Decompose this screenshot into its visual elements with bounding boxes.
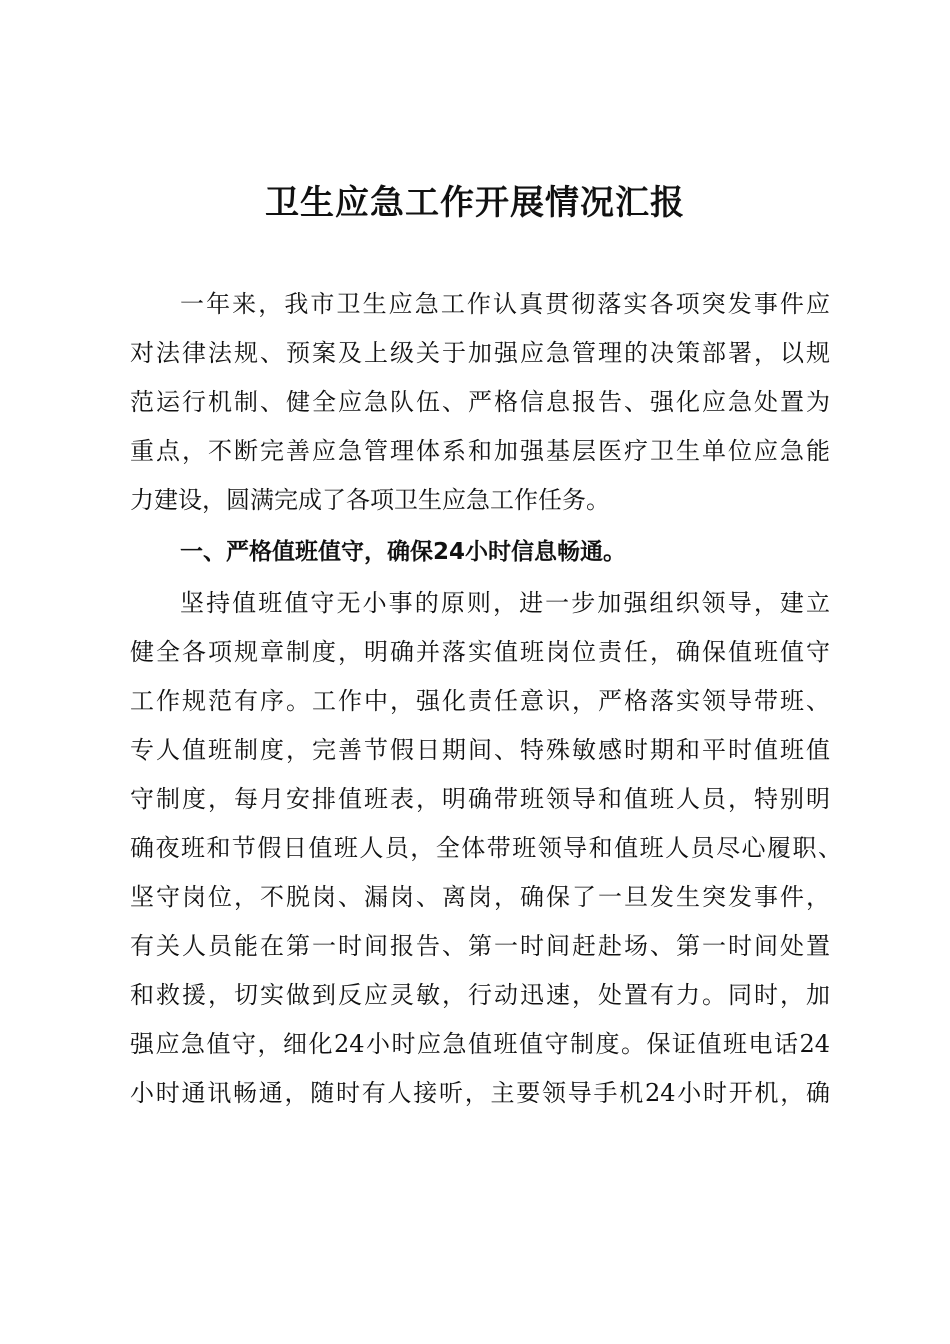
document-title: 卫生应急工作开展情况汇报 [265, 183, 685, 223]
body-line: 专人值班制度，完善节假日期间、特殊敏感时期和平时值班值 [130, 736, 830, 764]
body-line: 确夜班和节假日值班人员，全体带班领导和值班人员尽心履职、 [130, 834, 842, 862]
body-line: 强应急值守，细化24小时应急值班值守制度。保证值班电话24 [130, 1030, 830, 1058]
intro-line: 一年来，我市卫生应急工作认真贯彻落实各项突发事件应 [180, 290, 830, 318]
body-line: 坚守岗位，不脱岗、漏岗、离岗，确保了一旦发生突发事件， [130, 883, 830, 911]
intro-line: 力建设，圆满完成了各项卫生应急工作任务。 [130, 486, 610, 514]
intro-line: 对法律法规、预案及上级关于加强应急管理的决策部署，以规 [130, 339, 830, 367]
body-line: 工作规范有序。工作中，强化责任意识，严格落实领导带班、 [130, 687, 830, 715]
body-line: 和救援，切实做到反应灵敏，行动迅速，处置有力。同时，加 [130, 981, 830, 1009]
body-line: 健全各项规章制度，明确并落实值班岗位责任，确保值班值守 [130, 638, 830, 666]
intro-line: 范运行机制、健全应急队伍、严格信息报告、强化应急处置为 [130, 388, 830, 416]
body-line: 守制度，每月安排值班表，明确带班领导和值班人员，特别明 [130, 785, 830, 813]
body-line: 坚持值班值守无小事的原则，进一步加强组织领导，建立 [180, 589, 830, 617]
section-heading: 一、严格值班值守，确保24小时信息畅通。 [180, 539, 627, 565]
intro-line: 重点，不断完善应急管理体系和加强基层医疗卫生单位应急能 [130, 437, 830, 465]
body-line: 有关人员能在第一时间报告、第一时间赶赴场、第一时间处置 [130, 932, 830, 960]
body-line: 小时通讯畅通，随时有人接听，主要领导手机24小时开机，确 [130, 1079, 830, 1107]
